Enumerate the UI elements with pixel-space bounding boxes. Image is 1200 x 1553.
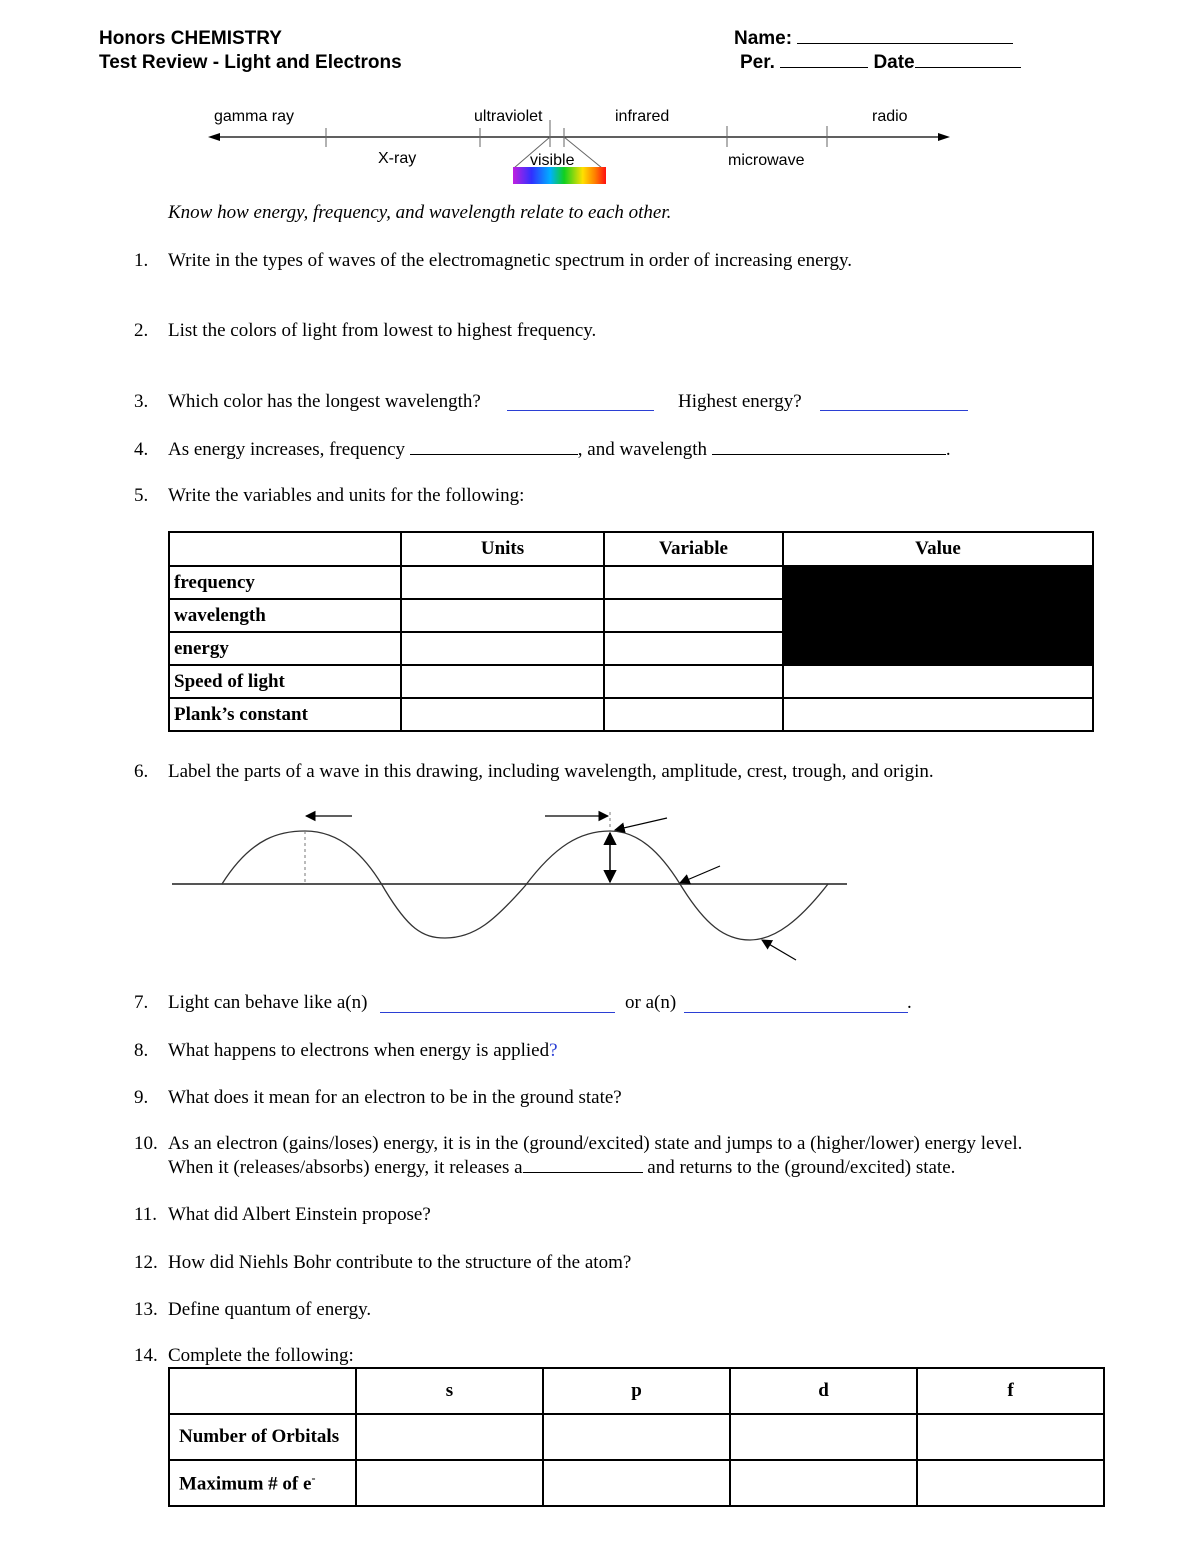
question-14-text: Complete the following: [168, 1345, 354, 1366]
answer-cell[interactable] [401, 566, 604, 599]
question-8-mark: ? [549, 1040, 558, 1061]
row-label: frequency [169, 566, 401, 599]
frequency-answer-blank[interactable] [410, 453, 578, 455]
row-label: Speed of light [169, 665, 401, 698]
shaded-cell [783, 566, 1093, 599]
question-number: 5. [134, 485, 149, 506]
date-label: Date [873, 52, 915, 73]
trough-pointer-arrow-icon [762, 940, 796, 960]
question-4-text-2: , and wavelength [577, 439, 708, 460]
label-ultraviolet: ultraviolet [474, 108, 543, 125]
wavelength-answer-blank[interactable] [712, 453, 946, 455]
answer-cell[interactable] [604, 698, 783, 731]
question-3-text-2: Highest energy? [678, 391, 802, 412]
question-number: 1. [134, 250, 149, 271]
question-3-text: Which color has the longest wavelength? [168, 391, 481, 412]
question-number: 3. [134, 391, 149, 412]
answer-cell[interactable] [604, 665, 783, 698]
header-cell [169, 1368, 356, 1414]
question-7-end: . [907, 992, 912, 1013]
answer-cell[interactable] [604, 632, 783, 665]
header-cell [169, 532, 401, 566]
electron-superscript: - [311, 1470, 316, 1485]
shaded-cell [783, 599, 1093, 632]
question-4 [168, 439, 951, 461]
question-10-text-3: and returns to the (ground/excited) state. [647, 1157, 956, 1178]
light-behavior-answer-line-1[interactable] [380, 1012, 615, 1013]
origin-pointer-arrow-icon [680, 866, 720, 883]
answer-cell[interactable] [356, 1460, 543, 1506]
header-units: Units [401, 532, 604, 566]
question-number: 6. [134, 761, 149, 782]
shaded-cell [783, 632, 1093, 665]
question-6-text: Label the parts of a wave in this drawing, including wavelength, amplitude, crest, trough, and origin. [168, 761, 934, 782]
table-row [169, 632, 1093, 665]
table-row [169, 599, 1093, 632]
answer-cell[interactable] [401, 599, 604, 632]
row-label: Number of Orbitals [169, 1414, 356, 1460]
question-number: 11. [134, 1204, 158, 1225]
answer-cell[interactable] [543, 1460, 730, 1506]
question-11-text: What did Albert Einstein propose? [168, 1204, 431, 1225]
question-5-text: Write the variables and units for the following: [168, 485, 525, 506]
em-spectrum-diagram [200, 100, 960, 190]
question-4-text: As energy increases, frequency [168, 439, 406, 460]
orbitals-table [168, 1367, 1105, 1507]
question-1-text: Write in the types of waves of the electromagnetic spectrum in order of increasing energy. [168, 250, 853, 271]
header-p: p [543, 1368, 730, 1414]
per-date-field[interactable] [740, 52, 1021, 74]
header-d: d [730, 1368, 917, 1414]
answer-cell[interactable] [401, 698, 604, 731]
label-radio: radio [872, 108, 908, 125]
table-row [169, 1414, 1104, 1460]
table-row [169, 566, 1093, 599]
name-label: Name: [734, 28, 793, 49]
answer-cell[interactable] [917, 1414, 1104, 1460]
wave-diagram [160, 800, 860, 970]
visible-spectrum-band [513, 167, 606, 184]
question-8-text: What happens to electrons when energy is applied [168, 1040, 550, 1061]
name-blank[interactable] [797, 42, 1013, 44]
answer-cell[interactable] [543, 1414, 730, 1460]
instruction-text: Know how energy, frequency, and wavelength relate to each other. [168, 202, 672, 223]
label-x-ray: X-ray [378, 150, 417, 167]
question-10-line-2 [168, 1157, 955, 1179]
question-number: 8. [134, 1040, 149, 1061]
question-2-text: List the colors of light from lowest to highest frequency. [168, 320, 597, 341]
header-f: f [917, 1368, 1104, 1414]
question-number: 14. [134, 1345, 158, 1366]
released-answer-blank[interactable] [523, 1171, 643, 1173]
question-number: 4. [134, 439, 149, 460]
answer-cell[interactable] [604, 599, 783, 632]
longest-wavelength-answer-line[interactable] [507, 410, 654, 411]
answer-cell[interactable] [730, 1414, 917, 1460]
question-9-text: What does it mean for an electron to be in the ground state? [168, 1087, 622, 1108]
label-gamma-ray: gamma ray [214, 108, 295, 125]
question-number: 7. [134, 992, 149, 1013]
question-number: 2. [134, 320, 149, 341]
label-visible: visible [530, 152, 575, 169]
variables-units-table [168, 531, 1094, 732]
right-arrowhead-icon [938, 133, 950, 141]
question-7-text-2: or a(n) [625, 992, 677, 1013]
question-number: 12. [134, 1252, 158, 1273]
row-label [169, 1460, 356, 1506]
question-4-end: . [945, 439, 951, 460]
table-row [169, 1460, 1104, 1506]
wave-curve [222, 831, 828, 940]
row-label-text: Maximum # of e [179, 1473, 312, 1495]
answer-cell[interactable] [401, 665, 604, 698]
question-number: 10. [134, 1133, 158, 1154]
table-header-row [169, 532, 1093, 566]
table-header-row [169, 1368, 1104, 1414]
row-label: Plank’s constant [169, 698, 401, 731]
table-row [169, 698, 1093, 731]
answer-cell[interactable] [356, 1414, 543, 1460]
question-number: 9. [134, 1087, 149, 1108]
crest-pointer-arrow-icon [615, 818, 667, 830]
left-arrowhead-icon [208, 133, 220, 141]
answer-cell[interactable] [604, 566, 783, 599]
course-title: Honors CHEMISTRY [99, 28, 282, 49]
row-label: energy [169, 632, 401, 665]
per-label: Per. [740, 52, 775, 73]
per-blank[interactable] [780, 66, 868, 68]
table-row [169, 665, 1093, 698]
label-microwave: microwave [728, 152, 805, 169]
header-variable: Variable [604, 532, 783, 566]
label-infrared: infrared [615, 108, 670, 125]
worksheet-subtitle: Test Review - Light and Electrons [99, 52, 402, 73]
question-10-text-2: When it (releases/absorbs) energy, it releases a [168, 1157, 523, 1178]
question-8 [168, 1040, 558, 1062]
light-behavior-answer-line-2[interactable] [684, 1012, 908, 1013]
question-10-text: As an electron (gains/loses) energy, it is in the (ground/excited) state and jumps to a (higher/lower) energy level. [168, 1133, 1023, 1154]
question-13-text: Define quantum of energy. [168, 1299, 372, 1320]
answer-cell[interactable] [401, 632, 604, 665]
answer-cell[interactable] [783, 665, 1093, 698]
highest-energy-answer-line[interactable] [820, 410, 968, 411]
question-number: 13. [134, 1299, 158, 1320]
question-7-text: Light can behave like a(n) [168, 992, 368, 1013]
answer-cell[interactable] [917, 1460, 1104, 1506]
header-s: s [356, 1368, 543, 1414]
row-label: wavelength [169, 599, 401, 632]
question-12-text: How did Niehls Bohr contribute to the structure of the atom? [168, 1252, 632, 1273]
name-field[interactable] [734, 28, 1013, 50]
answer-cell[interactable] [783, 698, 1093, 731]
header-value: Value [783, 532, 1093, 566]
date-blank[interactable] [915, 66, 1021, 68]
answer-cell[interactable] [730, 1460, 917, 1506]
